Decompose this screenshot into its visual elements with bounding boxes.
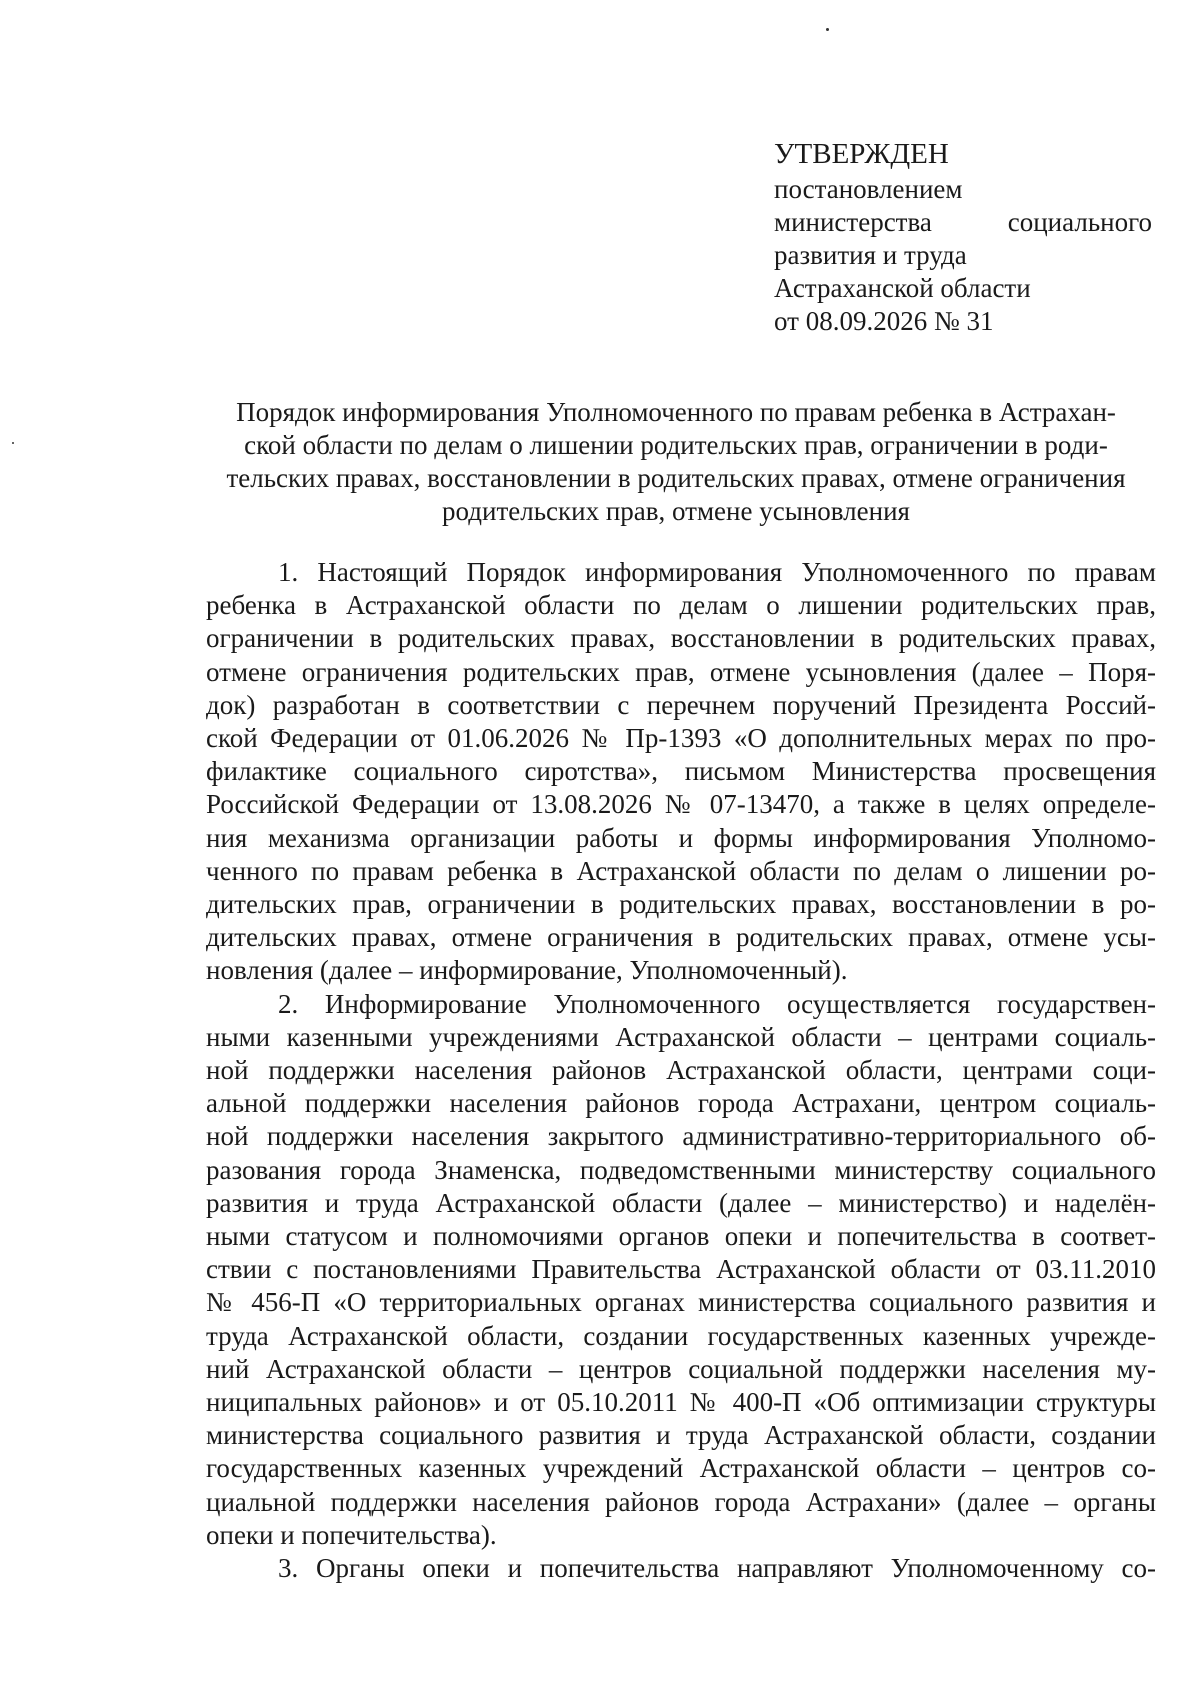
text-line: ной поддержки населения закрытого административно-территориального об-	[206, 1121, 1156, 1152]
text-line: ными казенными учреждениями Астраханской области – центрами социаль-	[206, 1021, 1156, 1052]
text-line: № 456-П «О территориальных органах министерства социального развития и	[206, 1287, 1156, 1318]
text-line: новления (далее – информирование, Уполномоченный).	[206, 955, 848, 986]
approval-line-5: от 08.09.2026 № 31	[774, 306, 994, 336]
text-line: ской Федерации от 01.06.2026 № Пр-1393 «О дополнительных мерах по про-	[206, 723, 1156, 754]
text-line: ний Астраханской области – центров социальной поддержки населения му-	[206, 1353, 1156, 1384]
text-line: альной поддержки населения районов города Астрахани, центром социаль-	[206, 1088, 1156, 1119]
title-line: тельских правах, восстановлении в родительских правах, отмене ограничения	[226, 463, 1126, 493]
approval-line-1: постановлением	[774, 174, 963, 204]
text-line: отмене ограничения родительских прав, отмене усыновления (далее – Поря-	[206, 656, 1156, 687]
text-line: министерства социального развития и труда Астраханской области, создании	[206, 1420, 1156, 1451]
text-line: 3. Органы опеки и попечительства направляют Уполномоченному со-	[278, 1553, 1156, 1584]
approval-line-2	[774, 206, 1152, 239]
scan-speck	[12, 442, 14, 444]
approval-title: УТВЕРЖДЕН	[774, 138, 949, 170]
text-line: ребенка в Астраханской области по делам о лишении родительских прав,	[206, 590, 1156, 621]
paragraph-1	[206, 556, 1156, 988]
text-line: ниципальных районов» и от 05.10.2011 № 400-П «Об оптимизации структуры	[206, 1387, 1156, 1418]
approval-stamp-block	[774, 135, 1154, 338]
text-line: дительских прав, ограничении в родительских правах, восстановлении в ро-	[206, 889, 1156, 920]
text-line: филактике социального сиротства», письмом Министерства просвещения	[206, 756, 1156, 787]
text-line: 2. Информирование Уполномоченного осуществляется государствен-	[278, 988, 1156, 1019]
text-line: дительских правах, отмене ограничения в родительских правах, отмене усы-	[206, 922, 1156, 953]
approval-line-2-left: министерства	[774, 207, 932, 237]
text-line: разования города Знаменска, подведомственными министерству социального	[206, 1154, 1156, 1185]
text-line: циальной поддержки населения районов города Астрахани» (далее – органы	[206, 1486, 1156, 1517]
text-line: док) разработан в соответствии с перечнем поручений Президента Россий-	[206, 689, 1156, 720]
approval-line-2-right: социального	[1007, 207, 1152, 237]
paragraph-3	[206, 1552, 1156, 1585]
title-line: Порядок информирования Уполномоченного по правам ребенка в Астрахан-	[236, 397, 1116, 427]
text-line: государственных казенных учреждений Астраханской области – центров со-	[206, 1453, 1156, 1484]
approval-line-4: Астраханской области	[774, 273, 1031, 303]
text-line: ния механизма организации работы и формы информирования Уполномо-	[206, 822, 1156, 853]
title-line: родительских прав, отмене усыновления	[442, 496, 910, 526]
text-line: Российской Федерации от 13.08.2026 № 07-13470, а также в целях определе-	[206, 789, 1156, 820]
text-line: ограничении в родительских правах, восстановлении в родительских правах,	[206, 623, 1156, 654]
text-line: ной поддержки населения районов Астраханской области, центрами соци-	[206, 1055, 1156, 1086]
document-title	[196, 396, 1156, 528]
text-line: ченного по правам ребенка в Астраханской области по делам о лишении ро-	[206, 855, 1156, 886]
scan-speck	[826, 28, 829, 31]
text-line: ными статусом и полномочиями органов опеки и попечительства в соответ-	[206, 1221, 1156, 1252]
paragraph-2	[206, 988, 1156, 1552]
approval-line-3: развития и труда	[774, 240, 967, 270]
text-line: развития и труда Астраханской области (далее – министерство) и наделён-	[206, 1187, 1156, 1218]
text-line: опеки и попечительства).	[206, 1519, 497, 1550]
text-line: труда Астраханской области, создании государственных казенных учрежде-	[206, 1320, 1156, 1351]
text-line: 1. Настоящий Порядок информирования Уполномоченного по правам	[278, 557, 1156, 587]
title-line: ской области по делам о лишении родительских прав, ограничении в роди-	[244, 430, 1108, 460]
document-body	[206, 556, 1156, 1585]
text-line: ствии с постановлениями Правительства Астраханской области от 03.11.2010	[206, 1254, 1156, 1285]
